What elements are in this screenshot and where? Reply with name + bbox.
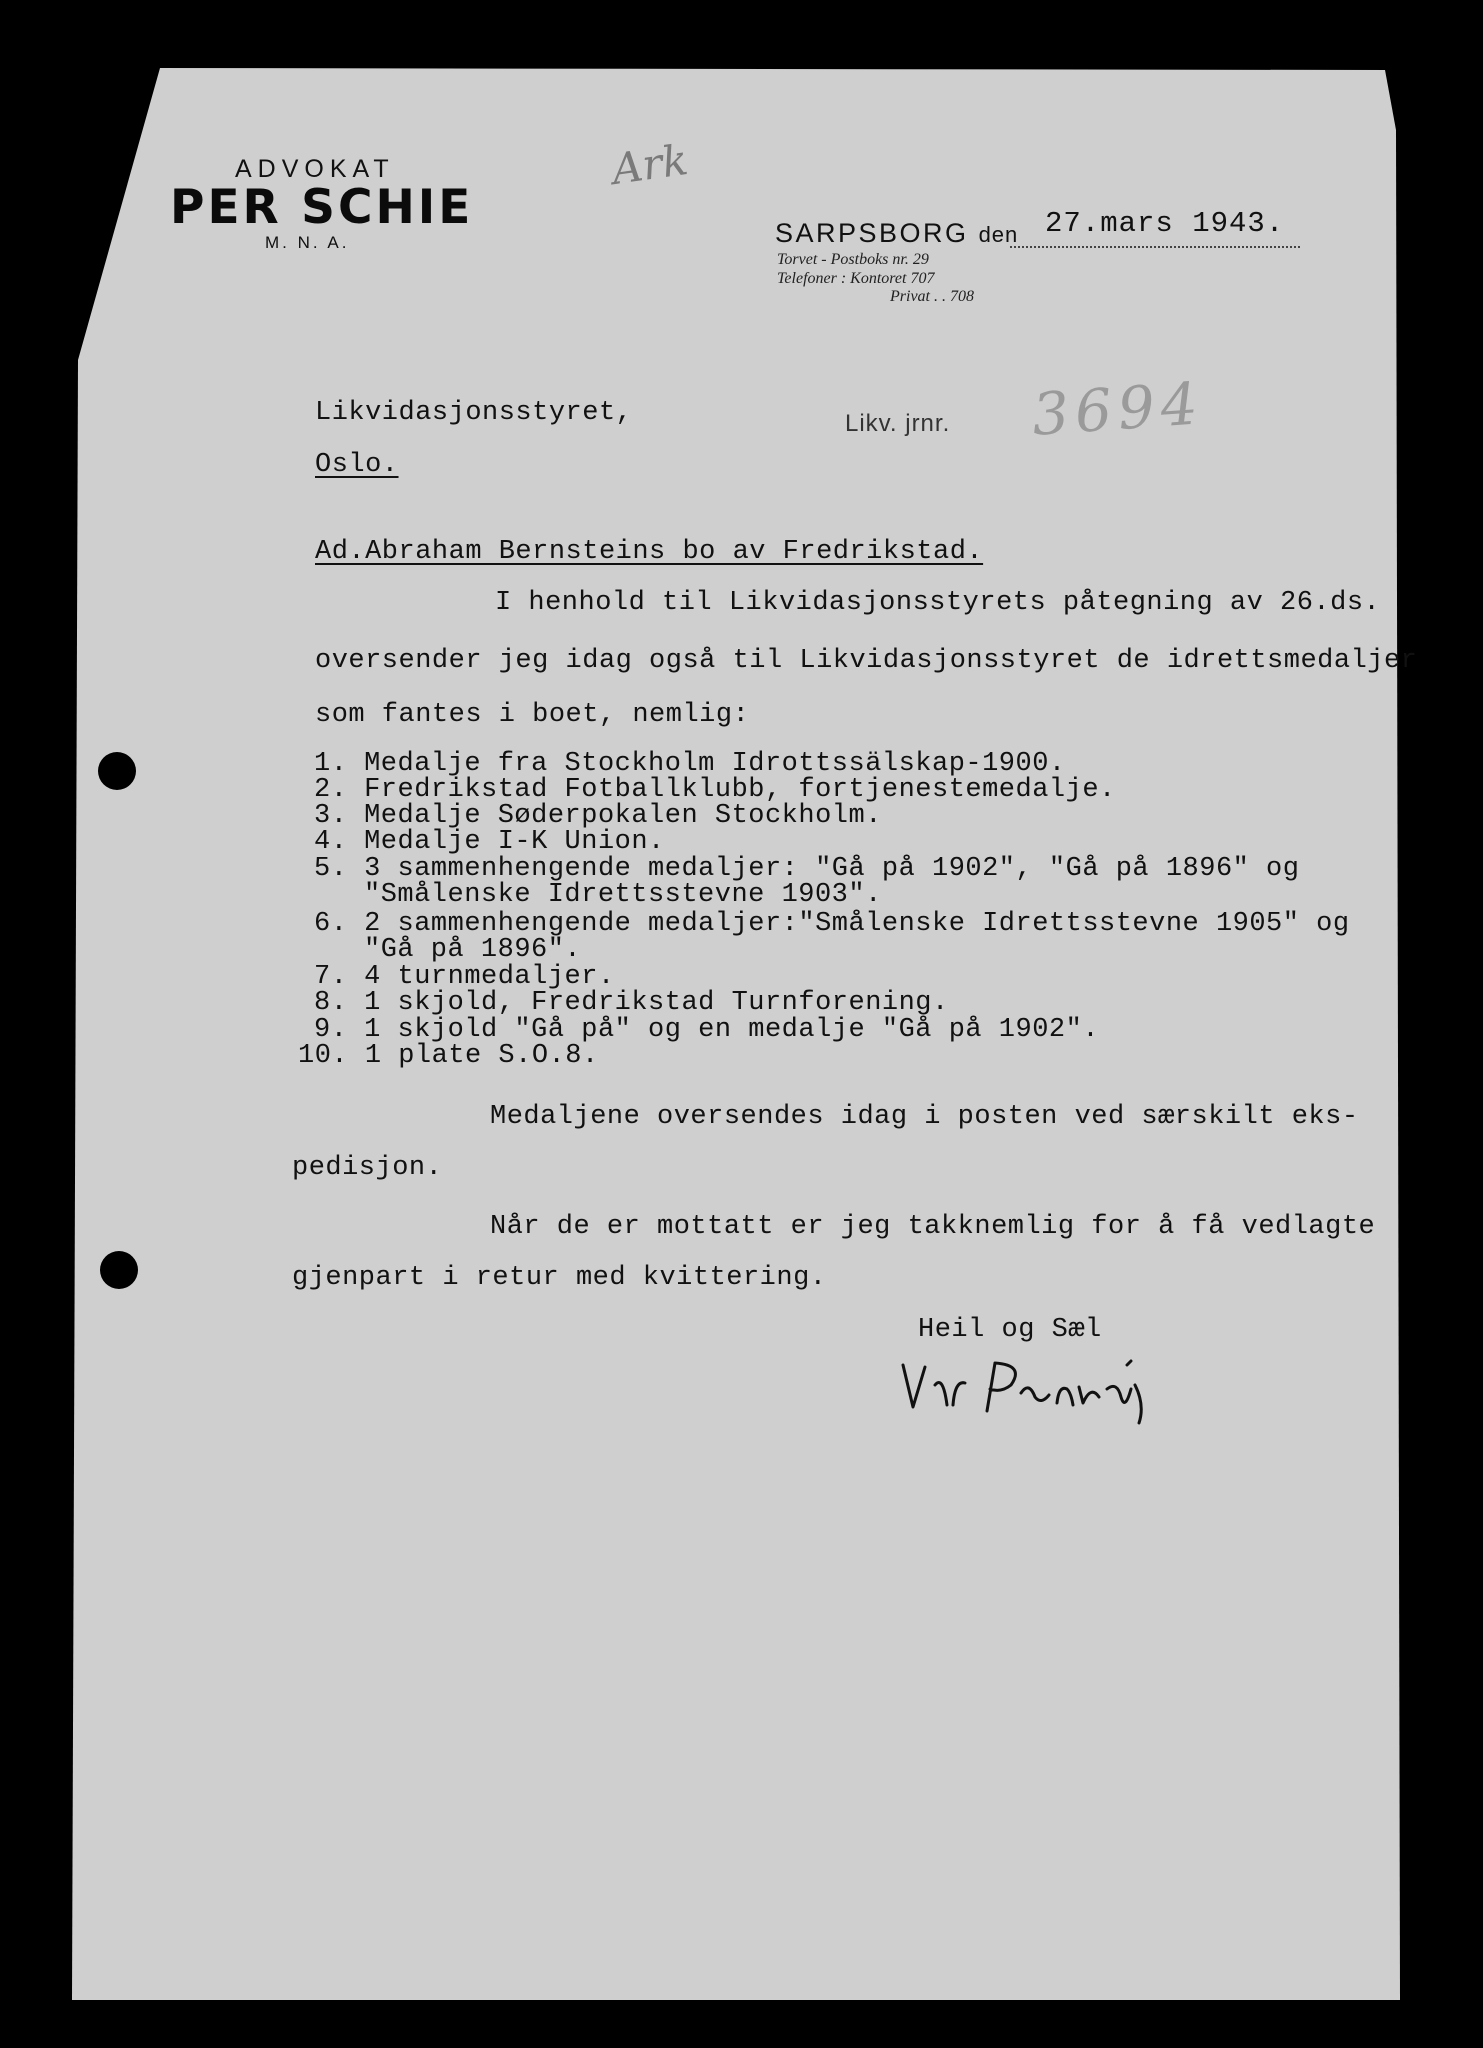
item-number: 8. xyxy=(314,988,348,1018)
list-item-continuation: "Smålenske Idrettsstevne 1903". xyxy=(364,880,882,910)
signature xyxy=(895,1345,1225,1425)
item-text: Medalje I-K Union. xyxy=(364,827,665,857)
letterhead-name: PER SCHIE xyxy=(170,180,474,235)
item-text: 1 skjold, Fredrikstad Turnforening. xyxy=(364,988,949,1018)
journal-label: Likv. jrnr. xyxy=(845,410,951,437)
item-text: 1 plate S.O.8. xyxy=(364,1041,599,1071)
place-city xyxy=(775,218,1018,249)
handwritten-mark: Ark xyxy=(608,134,691,195)
recipient-line-1: Likvidasjonsstyret, xyxy=(315,398,633,428)
list-item xyxy=(298,1041,599,1071)
date-dotted-line xyxy=(1010,246,1300,248)
para1-line-2: oversender jeg idag også til Likvidasjonsstyret de idrettsmedaljer xyxy=(315,646,1418,676)
item-number: 7. xyxy=(314,962,348,992)
list-item xyxy=(314,827,665,857)
punch-hole xyxy=(100,1251,138,1289)
item-number: 10. xyxy=(298,1041,349,1071)
item-text: Medalje fra Stockholm Idrottssälskap-1900. xyxy=(364,749,1066,779)
city-den: den xyxy=(978,222,1019,247)
item-text: 3 sammenhengende medaljer: "Gå på 1902", "Gå på 1896" og xyxy=(364,854,1300,884)
item-number: 2. xyxy=(314,775,348,805)
item-number: 9. xyxy=(314,1015,348,1045)
list-item xyxy=(314,1015,1100,1045)
subject-line: Ad.Abraham Bernsteins bo av Fredrikstad. xyxy=(315,537,984,567)
para2-line-1: Medaljene oversendes idag i posten ved særskilt eks- xyxy=(490,1102,1359,1132)
recipient-line-2: Oslo. xyxy=(315,450,399,480)
item-text: Medalje Søderpokalen Stockholm. xyxy=(364,801,882,831)
item-text: Fredrikstad Fotballklubb, fortjenestemedalje. xyxy=(364,775,1116,805)
letterhead-title: ADVOKAT xyxy=(235,155,395,183)
para2-line-2: pedisjon. xyxy=(292,1153,443,1183)
closing-greeting: Heil og Sæl xyxy=(918,1315,1102,1345)
para1-line-1: I henhold til Likvidasjonsstyrets påtegning av 26.ds. xyxy=(495,588,1381,618)
address-line-3: Privat . . 708 xyxy=(890,288,974,305)
punch-hole xyxy=(98,752,136,790)
item-text: 2 sammenhengende medaljer:"Smålenske Idrettsstevne 1905" og xyxy=(364,909,1350,939)
list-item xyxy=(314,854,1300,884)
journal-number: 3694 xyxy=(1029,369,1206,449)
item-number: 3. xyxy=(314,801,348,831)
para3-line-1: Når de er mottatt er jeg takknemlig for å få vedlagte xyxy=(490,1212,1376,1242)
city-name: SARPSBORG xyxy=(775,218,969,248)
list-item xyxy=(314,749,1066,779)
list-item-continuation: "Gå på 1896". xyxy=(364,935,582,965)
item-number: 6. xyxy=(314,909,348,939)
item-number: 1. xyxy=(314,749,348,779)
list-item xyxy=(314,962,615,992)
item-text: 1 skjold "Gå på" og en medalje "Gå på 1902". xyxy=(364,1015,1100,1045)
item-number: 4. xyxy=(314,827,348,857)
item-number: 5. xyxy=(314,854,348,884)
list-item xyxy=(314,909,1350,939)
list-item xyxy=(314,801,882,831)
letterhead-suffix: M. N. A. xyxy=(265,233,350,252)
list-item xyxy=(314,775,1116,805)
address-line-2: Telefoner : Kontoret 707 xyxy=(777,270,935,287)
letter-date: 27.mars 1943. xyxy=(1045,207,1285,240)
para3-line-2: gjenpart i retur med kvittering. xyxy=(292,1263,827,1293)
address-line-1: Torvet - Postboks nr. 29 xyxy=(777,251,929,268)
item-text: 4 turnmedaljer. xyxy=(364,962,615,992)
para1-line-3: som fantes i boet, nemlig: xyxy=(315,700,750,730)
list-item xyxy=(314,988,949,1018)
